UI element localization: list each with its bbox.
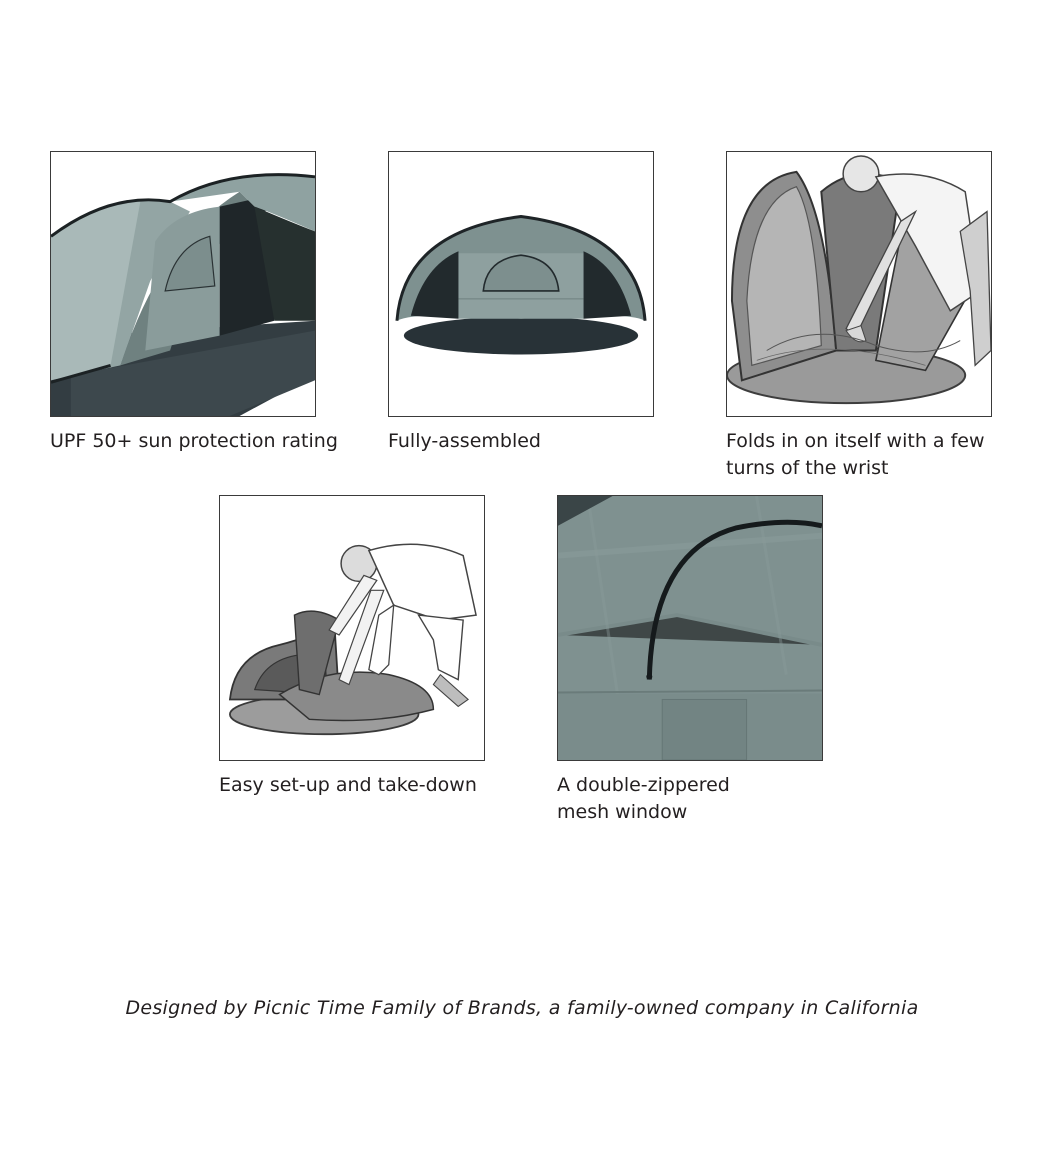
feature-image-window (557, 495, 823, 761)
setup-takedown-sketch-image (220, 496, 484, 760)
caption-assembled (388, 428, 541, 455)
brand-footer: Designed by Picnic Time Family of Brands, a family-owned company in California (125, 997, 919, 1019)
caption-window (557, 772, 730, 826)
feature-image-upf (50, 151, 316, 417)
tent-interior-closeup-image (51, 152, 315, 416)
feature-image-setup (219, 495, 485, 761)
assembled-tent-image (389, 152, 653, 416)
caption-line: mesh window (557, 801, 688, 823)
caption-line: UPF 50+ sun protection rating (50, 430, 338, 452)
caption-line: Fully-assembled (388, 430, 541, 452)
caption-line: Easy set-up and take-down (219, 774, 477, 796)
caption-setup (219, 772, 477, 799)
caption-line: Folds in on itself with a few (726, 430, 985, 452)
mesh-window-closeup-image (558, 496, 822, 760)
caption-line: turns of the wrist (726, 457, 889, 479)
feature-image-assembled (388, 151, 654, 417)
caption-upf (50, 428, 338, 455)
caption-line: A double-zippered (557, 774, 730, 796)
caption-folding (726, 428, 985, 482)
folding-tent-sketch-image (727, 152, 991, 416)
feature-image-folding (726, 151, 992, 417)
